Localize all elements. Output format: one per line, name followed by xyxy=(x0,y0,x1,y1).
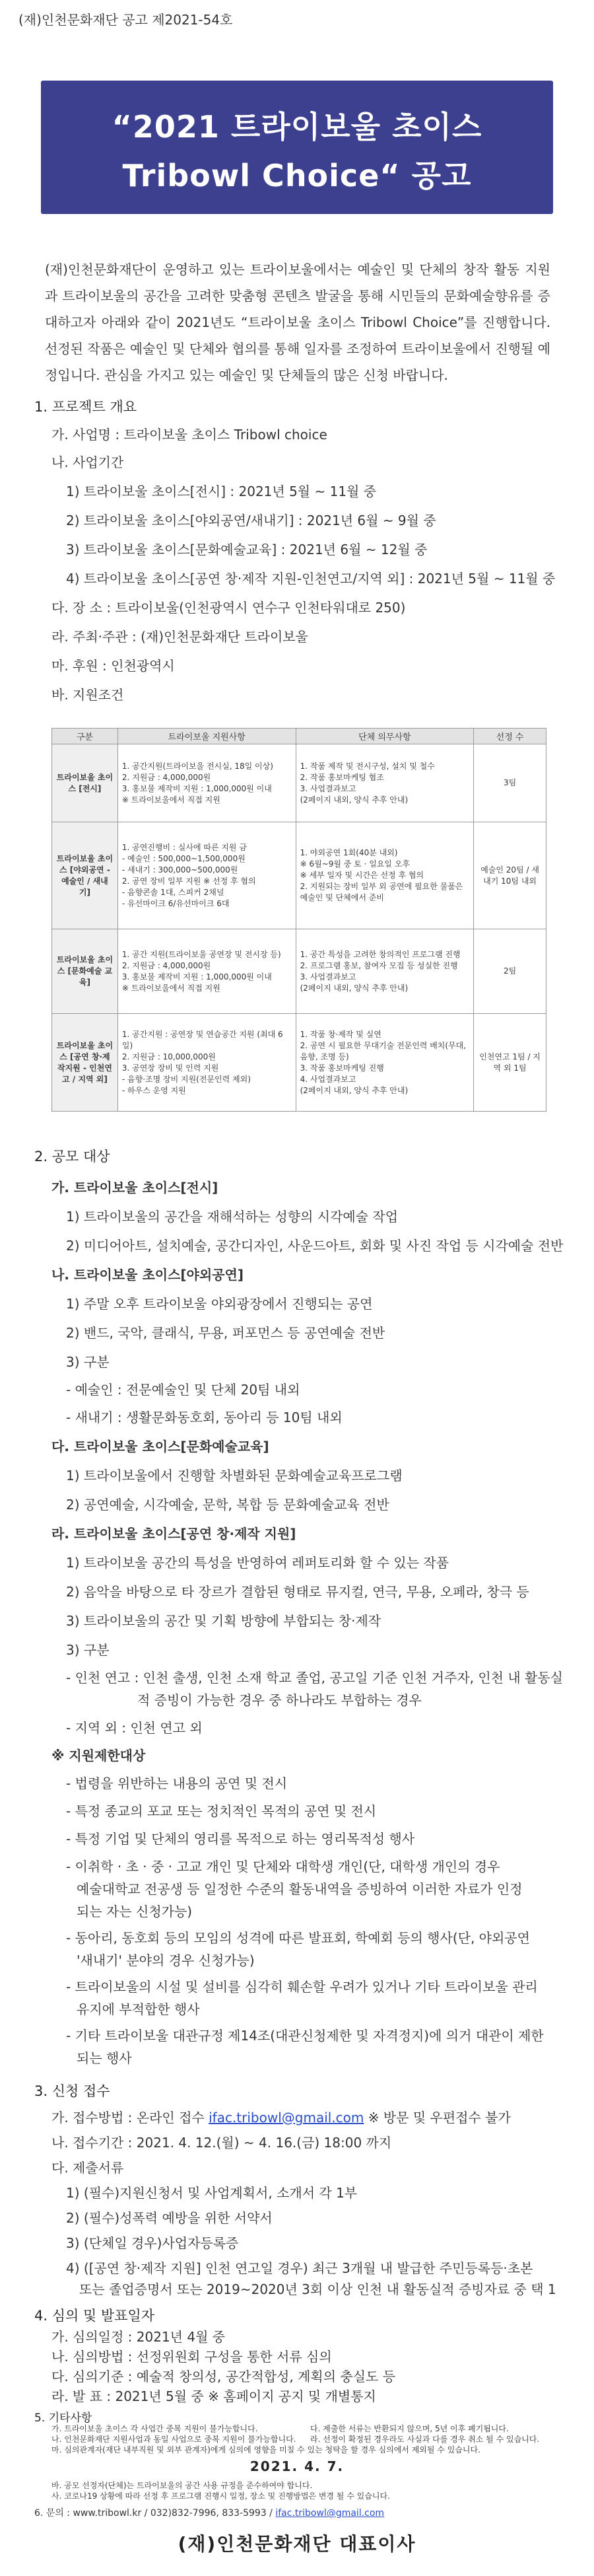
table-row xyxy=(52,1014,546,1112)
misc-item xyxy=(51,2490,390,2501)
target-item: - 인천 연고 : 인천 출생, 인천 소재 학교 졸업, 공고일 기준 인천 거주자, 인천 내 활동실 xyxy=(66,1670,563,1686)
target-item: 2) 미디어아트, 설치예술, 공간디자인, 사운드아트, 회화 및 사진 작업 등 시각예술 전반 xyxy=(66,1238,564,1254)
contact-label: 6. 문의 : www.tribowl.kr / 032)832-7996, 833-5993 / xyxy=(34,2508,273,2519)
target-item: 2) 공연예술, 시각예술, 문학, 복합 등 문화예술교육 전반 xyxy=(66,1497,389,1513)
duty-item: ※ 6월~9월 중 토 · 일요일 오후 xyxy=(300,859,411,869)
apply-email-link[interactable]: ifac.tribowl@gmail.com xyxy=(209,2110,364,2126)
row-category: 트라이보울 초이스 [공연 창·제작지원 - 인천연고 / 지역 외] xyxy=(52,1014,118,1112)
apply-period: 나. 접수기간 : 2021. 4. 12.(월) ~ 4. 16.(금) 18:00 까지 xyxy=(51,2135,392,2151)
row-support xyxy=(117,929,296,1014)
table-header: 구분 xyxy=(52,729,118,744)
document-item: 1) (필수)지원신청서 및 사업계획서, 소개서 각 1부 xyxy=(66,2185,358,2201)
documents-label: 다. 제출서류 xyxy=(51,2160,124,2176)
misc-item-part: 사. 코로나19 상황에 따라 선정 후 프로그램 진행시 일정, 장소 및 진행방법은 변경 xyxy=(51,2491,335,2501)
document-item: 4) ([공연 창·제작 지원] 인천 연고일 경우) 최근 3개월 내 발급한 주민등록등·초본 xyxy=(66,2260,533,2276)
row-count: 3팀 xyxy=(474,744,546,822)
misc-item xyxy=(51,2444,480,2455)
row-support xyxy=(117,744,296,822)
title-line-1: “2021 트라이보울 초이스 xyxy=(112,109,482,145)
support-item: ※ 트라이보울에서 직접 지원 xyxy=(121,983,220,993)
row-count: 2팀 xyxy=(474,929,546,1014)
review-schedule: 가. 심의일정 : 2021년 4월 중 xyxy=(51,2329,226,2345)
period-exhibition: 1) 트라이보울 초이스[전시] : 2021년 5월 ~ 11월 중 xyxy=(66,483,377,499)
misc-item-part: 마. 심의관계자(재단 내부직원 및 외부 관계자)에게 심의에 영향을 미칠 수 있는 청탁을 xyxy=(51,2445,348,2454)
table-header: 단체 의무사항 xyxy=(296,729,474,744)
section-5-title: 5. 기타사항 xyxy=(34,2412,92,2425)
duty-item: (2페이지 내외, 양식 추후 안내) xyxy=(300,1085,409,1095)
period-production: 4) 트라이보울 초이스[공연 창·제작 지원-인천연고/지역 외] : 2021년 5월 ~ 11월 중 xyxy=(66,571,556,587)
target-item: - 지역 외 : 인천 연고 외 xyxy=(66,1720,203,1736)
project-name: 가. 사업명 : 트라이보울 초이스 Tribowl choice xyxy=(51,427,327,443)
target-education: 다. 트라이보울 초이스[문화예술교육] xyxy=(51,1439,269,1454)
support-item: 3. 공연장 장비 및 인력 지원 xyxy=(121,1063,219,1073)
support-item: 2. 지원금 : 4,000,000원 xyxy=(121,772,211,782)
exclusion-item: 되는 행사 xyxy=(77,2050,132,2066)
target-production: 라. 트라이보울 초이스[공연 창·제작 지원] xyxy=(51,1526,296,1542)
support-item: - 하우스 운영 지원 xyxy=(121,1085,186,1095)
misc-item: 바. 공모 선정자(단체)는 트라이보울의 공간 사용 규정을 준수하여야 합니다. xyxy=(51,2481,313,2490)
duty-item: 2. 지원되는 장비 일부 외 공연에 필요한 물품은 예술인 및 단체에서 준비 xyxy=(300,882,463,902)
duty-item: (2페이지 내외, 양식 추후 안내) xyxy=(300,795,409,805)
row-support xyxy=(117,822,296,929)
row-count: 예술인 20팀 / 새내기 10팀 내외 xyxy=(474,822,546,929)
exclusion-title: ※ 지원제한대상 xyxy=(51,1748,146,1764)
target-outdoor: 나. 트라이보울 초이스[야외공연] xyxy=(51,1267,244,1283)
target-item: 1) 트라이보울의 공간을 재해석하는 성향의 시각예술 작업 xyxy=(66,1209,399,1225)
duty-item: 2. 공연 시 필요한 무대기술 전문인력 배치(무대, 음향, 조명 등) xyxy=(300,1040,467,1061)
title-line-2: Tribowl Choice“ 공고 xyxy=(122,158,472,194)
support-item: - 예술인 : 500,000~1,500,000원 xyxy=(121,853,246,863)
table-row xyxy=(52,929,546,1014)
apply-method-label: 가. 접수방법 : 온라인 접수 xyxy=(51,2110,205,2126)
support-item: - 음향콘솔 1대, 스피커 2채널 xyxy=(121,887,224,897)
support-item: - 새내기 : 300,000~500,000원 xyxy=(121,865,238,875)
support-item: 1. 공연진행비 : 실사에 따른 지원 금 xyxy=(121,842,247,852)
exclusion-item: 예술대학교 전공생 등 일정한 수준의 활동내역을 증빙하여 이러한 자료가 인정 xyxy=(77,1881,523,1897)
support-item: 3. 홍보물 제작비 지원 : 1,000,000원 이내 xyxy=(121,783,272,793)
target-item: 3) 구분 xyxy=(66,1642,110,1658)
misc-item: 나. 인천문화재단 지원사업과 동일 사업으로 중복 지원이 불가능합니다. xyxy=(51,2435,296,2444)
support-item: 1. 공간지원(트라이보울 전시실, 18일 이상) xyxy=(121,761,273,771)
table-header: 선정 수 xyxy=(474,729,546,744)
target-item: 3) 구분 xyxy=(66,1354,110,1370)
table-row xyxy=(52,822,546,929)
row-count: 인천연고 1팀 / 지역 외 1팀 xyxy=(474,1014,546,1112)
misc-item: 라. 선정이 확정된 경우라도 사실과 다를 경우 취소 될 수 있습니다. xyxy=(310,2435,540,2444)
document-item: 또는 졸업증명서 또는 2019~2020년 3회 이상 인천 내 활동실적 증빙자료 중 택 1 xyxy=(79,2281,556,2297)
target-item: 1) 트라이보울 공간의 특성을 반영하여 레퍼토리화 할 수 있는 작품 xyxy=(66,1555,449,1571)
exclusion-item: '새내기' 분야의 경우 신청가능) xyxy=(77,1952,255,1968)
target-exhibition: 가. 트라이보울 초이스[전시] xyxy=(51,1180,218,1196)
target-item: 1) 주말 오후 트라이보울 야외광장에서 진행되는 공연 xyxy=(66,1296,373,1312)
exclusion-item: - 특정 기업 및 단체의 영리를 목적으로 하는 영리목적성 행사 xyxy=(66,1831,415,1847)
exclusion-item: - 기타 트라이보울 대관규정 제14조(대관신청제한 및 자격정지)에 의거 대관이 제한 xyxy=(66,2028,544,2044)
target-item: - 예술인 : 전문예술인 및 단체 20팀 내외 xyxy=(66,1382,300,1398)
support-table xyxy=(51,728,546,1112)
section-3-title: 3. 신청 접수 xyxy=(34,2083,110,2099)
title-banner xyxy=(41,81,553,214)
section-2-title: 2. 공모 대상 xyxy=(34,1149,110,1164)
misc-item-part: 할 경우 심의에서 제외될 수 있습니다. xyxy=(350,2445,480,2454)
table-header: 트라이보울 지원사항 xyxy=(117,729,296,744)
apply-method-note: ※ 방문 및 우편접수 불가 xyxy=(368,2110,511,2126)
exclusion-item: - 이취학 · 초 · 중 · 고교 개인 및 단체와 대학생 개인(단, 대학생 개인의 경우 xyxy=(66,1859,500,1875)
exclusion-item: - 동아리, 동호회 등의 모임의 성격에 따른 발표회, 학예회 등의 행사(단, 야외공연 xyxy=(66,1930,530,1946)
issuer: (재)인천문화재단 대표이사 xyxy=(178,2533,416,2555)
support-item: - 유선마이크 6/유선마이크 6대 xyxy=(121,898,230,908)
apply-method xyxy=(51,2107,511,2126)
duty-item: 2. 작품 홍보마케팅 협조 xyxy=(300,772,384,782)
section-4-title: 4. 심의 및 발표일자 xyxy=(34,2308,155,2324)
section-1-title: 1. 프로젝트 개요 xyxy=(34,399,137,415)
period-education: 3) 트라이보울 초이스[문화예술교육] : 2021년 6월 ~ 12월 중 xyxy=(66,542,428,557)
row-support xyxy=(117,1014,296,1112)
row-duty xyxy=(296,744,474,822)
review-criteria: 다. 심의기준 : 예술적 창의성, 공간적합성, 계획의 충실도 등 xyxy=(51,2369,396,2384)
row-category: 트라이보울 초이스 [야외공연 - 예술인 / 새내기] xyxy=(52,822,118,929)
duty-item: ※ 세부 일자 및 시간은 선정 후 협의 xyxy=(300,871,424,880)
duty-item: 3. 작품 홍보마케팅 진행 xyxy=(300,1063,384,1073)
target-item: - 새내기 : 생활문화동호회, 동아리 등 10팀 내외 xyxy=(66,1410,343,1425)
duty-item: 4. 사업결과보고 xyxy=(300,1074,356,1084)
duty-item: 1. 공간 특성을 고려한 창의적인 프로그램 진행 xyxy=(300,949,461,959)
target-item: 2) 밴드, 국악, 클래식, 무용, 퍼포먼스 등 공연예술 전반 xyxy=(66,1325,385,1341)
announcement: 라. 발 표 : 2021년 5월 중 ※ 홈페이지 공지 및 개별통지 xyxy=(51,2388,376,2404)
duty-item: 3. 사업결과보고 xyxy=(300,783,356,793)
sponsor: 마. 후원 : 인천광역시 xyxy=(51,658,175,674)
duty-item: (2페이지 내외, 양식 추후 안내) xyxy=(300,983,409,993)
exclusion-item: 되는 자는 신청가능) xyxy=(77,1904,193,1919)
exclusion-item: - 특정 종교의 포교 또는 정치적인 목적의 공연 및 전시 xyxy=(66,1803,377,1819)
row-duty xyxy=(296,929,474,1014)
project-period-label: 나. 사업기간 xyxy=(51,454,124,470)
support-item: - 음향·조명 장비 지원(전문인력 제외) xyxy=(121,1074,251,1084)
support-item: 2. 지원금 : 10,000,000원 xyxy=(121,1052,216,1061)
misc-item: 가. 트라이보울 초이스 각 사업간 중복 지원이 불가능합니다. xyxy=(51,2424,258,2433)
support-conditions-label: 바. 지원조건 xyxy=(51,687,124,703)
table-row xyxy=(52,744,546,822)
contact-email-link[interactable]: ifac.tribowl@gmail.com xyxy=(275,2508,385,2519)
misc-item-part: 될 수 있습니다. xyxy=(336,2491,390,2501)
row-category: 트라이보울 초이스 [전시] xyxy=(52,744,118,822)
target-item: 1) 트라이보울에서 진행할 차별화된 문화예술교육프로그램 xyxy=(66,1468,403,1484)
contact xyxy=(34,2506,384,2519)
duty-item: 1. 작품 제작 및 전시구성, 설치 및 철수 xyxy=(300,761,435,771)
period-outdoor: 2) 트라이보울 초이스[야외공연/새내기] : 2021년 6월 ~ 9월 중 xyxy=(66,513,436,528)
intro-paragraph: (재)인천문화재단이 운영하고 있는 트라이보울에서는 예술인 및 단체의 창작 활동 지원과 트라이보울의 공간을 고려한 맞춤형 콘텐츠 발굴을 통해 시민들의 문화예술향유를 증대하고자 아래와 같이 2021년도 “트라이보울 초이스 Tribowl Choice”를 진행합니다. 선정된 작품은 예술인 및 단체와 협의를 통해 일자를 조정하여 트라이보울에서 진행될 예정입니다. 관심을 가지고 있는 예술인 및 단체들의 많은 신청 바랍니다. xyxy=(45,262,550,383)
duty-item: 1. 야외공연 1회(40분 내외) xyxy=(300,848,398,857)
row-category: 트라이보울 초이스 [문화예술 교육] xyxy=(52,929,118,1014)
document-item: 2) (필수)성폭력 예방을 위한 서약서 xyxy=(66,2210,273,2226)
venue: 다. 장 소 : 트라이보울(인천광역시 연수구 인천타워대로 250) xyxy=(51,600,406,616)
duty-item: 2. 프로그램 홍보, 참여자 모집 등 성실한 진행 xyxy=(300,960,458,970)
exclusion-item: 유지에 부적합한 행사 xyxy=(77,2001,200,2017)
support-item: 1. 공간지원 : 공연장 및 연습공간 지원 (최대 6일) xyxy=(121,1029,283,1050)
support-item: 1. 공간 지원(트라이보울 공연장 및 전시장 등) xyxy=(121,949,281,959)
organizer: 라. 주최·주관 : (재)인천문화재단 트라이보울 xyxy=(51,629,308,645)
support-item: ※ 트라이보울에서 직접 지원 xyxy=(121,795,220,805)
row-duty xyxy=(296,1014,474,1112)
support-item: 3. 홍보물 제작비 지원 : 1,000,000원 이내 xyxy=(121,972,272,982)
row-duty xyxy=(296,822,474,929)
target-item: 3) 트라이보울의 공간 및 기획 방향에 부합되는 창·제작 xyxy=(66,1613,381,1629)
notice-number: (재)인천문화재단 공고 제2021-54호 xyxy=(18,12,233,28)
exclusion-item: - 트라이보울의 시설 및 설비를 심각히 훼손할 우려가 있거나 기타 트라이보울 관리 xyxy=(66,1979,538,1995)
exclusion-item: - 법령을 위반하는 내용의 공연 및 전시 xyxy=(66,1775,288,1791)
target-item: 2) 음악을 바탕으로 타 장르가 결합된 형태로 뮤지컬, 연극, 무용, 오페라, 창극 등 xyxy=(66,1584,529,1600)
misc-item: 다. 제출한 서류는 반환되지 않으며, 5년 이후 폐기됩니다. xyxy=(310,2424,509,2433)
support-item: 2. 공연 장비 일부 지원 ※ 선정 후 협의 xyxy=(121,876,256,886)
document-item: 3) (단체일 경우)사업자등록증 xyxy=(66,2235,239,2251)
support-item: 2. 지원금 : 4,000,000원 xyxy=(121,960,211,970)
review-method: 나. 심의방법 : 선정위원회 구성을 통한 서류 심의 xyxy=(51,2349,332,2365)
notice-date: 2021. 4. 7. xyxy=(249,2458,345,2474)
duty-item: 3. 사업결과보고 xyxy=(300,972,356,982)
duty-item: 1. 작품 창·제작 및 실연 xyxy=(300,1029,381,1039)
target-item: 적 증빙이 가능한 경우 중 하나라도 부합하는 경우 xyxy=(137,1692,422,1708)
